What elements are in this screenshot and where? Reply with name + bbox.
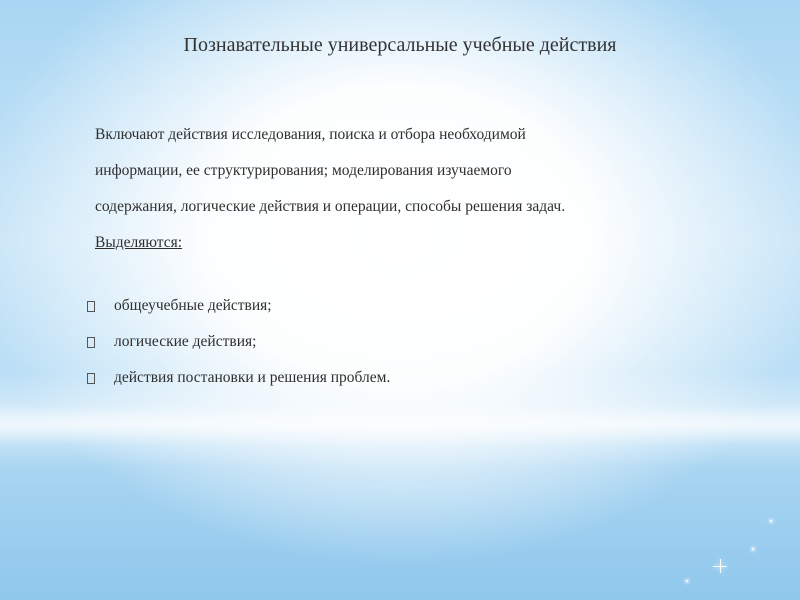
list-item: [87, 360, 390, 396]
horizontal-light-band: [0, 405, 800, 445]
paragraph-line: содержания, логические действия и операции, способы решения задач.: [95, 198, 566, 215]
paragraph-line: Включают действия исследования, поиска и отбора необходимой: [95, 126, 526, 143]
list-item-text: действия постановки и решения проблем.: [114, 369, 391, 386]
paragraph-line: информации, ее структурирования; моделирования изучаемого: [95, 162, 512, 179]
square-bullet-icon: [87, 301, 95, 312]
slide-title: Познавательные универсальные учебные действия: [183, 34, 617, 56]
slide-body: [95, 117, 735, 261]
sparkle-dot-icon: [686, 580, 688, 582]
bullet-list: [87, 288, 390, 396]
list-item: [87, 288, 390, 324]
list-item-text: логические действия;: [114, 333, 257, 350]
square-bullet-icon: [87, 373, 95, 384]
sparkle-dot-icon: [770, 520, 772, 522]
list-item-text: общеучебные действия;: [114, 297, 272, 314]
list-item: [87, 324, 390, 360]
subheading: Выделяются:: [95, 234, 183, 251]
square-bullet-icon: [87, 337, 95, 348]
sparkle-dot-icon: [752, 548, 754, 550]
